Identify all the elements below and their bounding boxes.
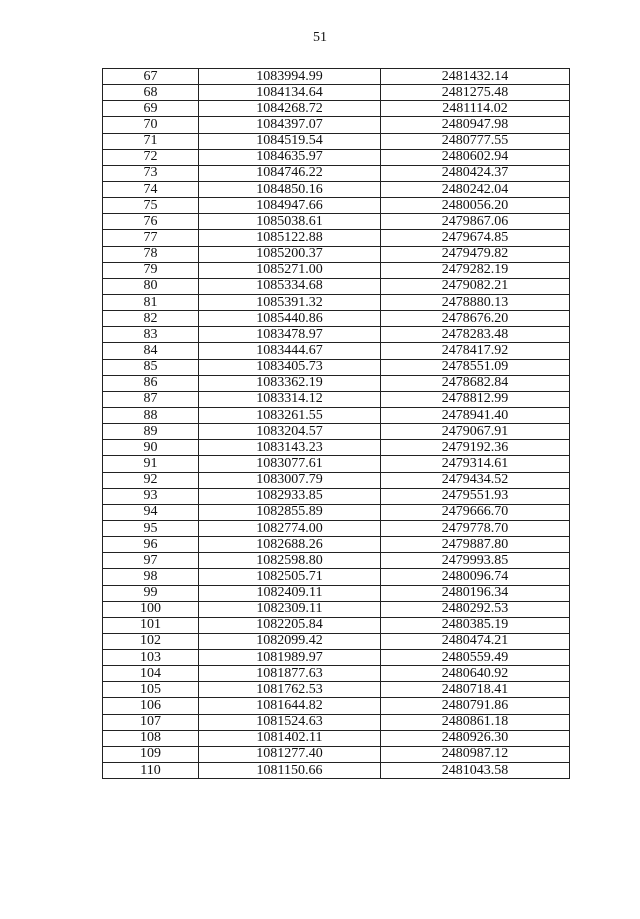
y-coordinate-cell: 2479867.06 bbox=[381, 214, 570, 230]
x-coordinate-cell: 1082598.80 bbox=[199, 553, 381, 569]
y-coordinate-cell: 2478880.13 bbox=[381, 294, 570, 310]
x-coordinate-cell: 1085122.88 bbox=[199, 230, 381, 246]
point-number-cell: 101 bbox=[103, 617, 199, 633]
y-coordinate-cell: 2478682.84 bbox=[381, 375, 570, 391]
table-row bbox=[103, 359, 570, 375]
table-row bbox=[103, 375, 570, 391]
table-row bbox=[103, 440, 570, 456]
point-number-cell: 102 bbox=[103, 633, 199, 649]
point-number-cell: 70 bbox=[103, 117, 199, 133]
point-number-cell: 96 bbox=[103, 537, 199, 553]
y-coordinate-cell: 2480474.21 bbox=[381, 633, 570, 649]
y-coordinate-cell: 2479887.80 bbox=[381, 537, 570, 553]
x-coordinate-cell: 1083444.67 bbox=[199, 343, 381, 359]
point-number-cell: 104 bbox=[103, 666, 199, 682]
point-number-cell: 71 bbox=[103, 133, 199, 149]
point-number-cell: 72 bbox=[103, 149, 199, 165]
x-coordinate-cell: 1081877.63 bbox=[199, 666, 381, 682]
y-coordinate-cell: 2478417.92 bbox=[381, 343, 570, 359]
x-coordinate-cell: 1083314.12 bbox=[199, 391, 381, 407]
point-number-cell: 81 bbox=[103, 294, 199, 310]
x-coordinate-cell: 1082409.11 bbox=[199, 585, 381, 601]
table-row bbox=[103, 714, 570, 730]
point-number-cell: 88 bbox=[103, 407, 199, 423]
x-coordinate-cell: 1084746.22 bbox=[199, 165, 381, 181]
table-row bbox=[103, 311, 570, 327]
point-number-cell: 109 bbox=[103, 746, 199, 762]
x-coordinate-cell: 1083405.73 bbox=[199, 359, 381, 375]
point-number-cell: 67 bbox=[103, 69, 199, 85]
x-coordinate-cell: 1082505.71 bbox=[199, 569, 381, 585]
x-coordinate-cell: 1083143.23 bbox=[199, 440, 381, 456]
point-number-cell: 92 bbox=[103, 472, 199, 488]
y-coordinate-cell: 2479551.93 bbox=[381, 488, 570, 504]
point-number-cell: 73 bbox=[103, 165, 199, 181]
page-number: 51 bbox=[313, 30, 327, 45]
table-row bbox=[103, 537, 570, 553]
x-coordinate-cell: 1081644.82 bbox=[199, 698, 381, 714]
y-coordinate-cell: 2479434.52 bbox=[381, 472, 570, 488]
x-coordinate-cell: 1084947.66 bbox=[199, 198, 381, 214]
x-coordinate-cell: 1081150.66 bbox=[199, 763, 381, 779]
y-coordinate-cell: 2481275.48 bbox=[381, 85, 570, 101]
point-number-cell: 86 bbox=[103, 375, 199, 391]
point-number-cell: 105 bbox=[103, 682, 199, 698]
point-number-cell: 103 bbox=[103, 650, 199, 666]
point-number-cell: 76 bbox=[103, 214, 199, 230]
table-row bbox=[103, 327, 570, 343]
y-coordinate-cell: 2481114.02 bbox=[381, 101, 570, 117]
y-coordinate-cell: 2480292.53 bbox=[381, 601, 570, 617]
x-coordinate-cell: 1081277.40 bbox=[199, 746, 381, 762]
point-number-cell: 85 bbox=[103, 359, 199, 375]
table-row bbox=[103, 601, 570, 617]
x-coordinate-cell: 1082855.89 bbox=[199, 504, 381, 520]
x-coordinate-cell: 1084519.54 bbox=[199, 133, 381, 149]
table-row bbox=[103, 198, 570, 214]
point-number-cell: 99 bbox=[103, 585, 199, 601]
y-coordinate-cell: 2480861.18 bbox=[381, 714, 570, 730]
point-number-cell: 110 bbox=[103, 763, 199, 779]
x-coordinate-cell: 1082099.42 bbox=[199, 633, 381, 649]
point-number-cell: 106 bbox=[103, 698, 199, 714]
y-coordinate-cell: 2480602.94 bbox=[381, 149, 570, 165]
point-number-cell: 75 bbox=[103, 198, 199, 214]
point-number-cell: 90 bbox=[103, 440, 199, 456]
point-number-cell: 78 bbox=[103, 246, 199, 262]
y-coordinate-cell: 2480559.49 bbox=[381, 650, 570, 666]
table-row bbox=[103, 472, 570, 488]
point-number-cell: 107 bbox=[103, 714, 199, 730]
table-row bbox=[103, 278, 570, 294]
table-row bbox=[103, 69, 570, 85]
y-coordinate-cell: 2480242.04 bbox=[381, 181, 570, 197]
table-row bbox=[103, 117, 570, 133]
point-number-cell: 100 bbox=[103, 601, 199, 617]
x-coordinate-cell: 1082688.26 bbox=[199, 537, 381, 553]
x-coordinate-cell: 1085334.68 bbox=[199, 278, 381, 294]
point-number-cell: 93 bbox=[103, 488, 199, 504]
y-coordinate-cell: 2480987.12 bbox=[381, 746, 570, 762]
x-coordinate-cell: 1083261.55 bbox=[199, 407, 381, 423]
point-number-cell: 77 bbox=[103, 230, 199, 246]
y-coordinate-cell: 2480096.74 bbox=[381, 569, 570, 585]
point-number-cell: 69 bbox=[103, 101, 199, 117]
x-coordinate-cell: 1083077.61 bbox=[199, 456, 381, 472]
x-coordinate-cell: 1083994.99 bbox=[199, 69, 381, 85]
x-coordinate-cell: 1082309.11 bbox=[199, 601, 381, 617]
y-coordinate-cell: 2480424.37 bbox=[381, 165, 570, 181]
table-row bbox=[103, 504, 570, 520]
point-number-cell: 87 bbox=[103, 391, 199, 407]
point-number-cell: 80 bbox=[103, 278, 199, 294]
x-coordinate-cell: 1082205.84 bbox=[199, 617, 381, 633]
table-row bbox=[103, 617, 570, 633]
y-coordinate-cell: 2479674.85 bbox=[381, 230, 570, 246]
table-row bbox=[103, 424, 570, 440]
point-number-cell: 84 bbox=[103, 343, 199, 359]
y-coordinate-cell: 2480926.30 bbox=[381, 730, 570, 746]
x-coordinate-cell: 1084134.64 bbox=[199, 85, 381, 101]
table-row bbox=[103, 746, 570, 762]
table-row bbox=[103, 214, 570, 230]
x-coordinate-cell: 1084635.97 bbox=[199, 149, 381, 165]
point-number-cell: 83 bbox=[103, 327, 199, 343]
x-coordinate-cell: 1081524.63 bbox=[199, 714, 381, 730]
table-row bbox=[103, 181, 570, 197]
point-number-cell: 89 bbox=[103, 424, 199, 440]
table-row bbox=[103, 133, 570, 149]
point-number-cell: 94 bbox=[103, 504, 199, 520]
y-coordinate-cell: 2479082.21 bbox=[381, 278, 570, 294]
table-row bbox=[103, 101, 570, 117]
table-row bbox=[103, 698, 570, 714]
y-coordinate-cell: 2479778.70 bbox=[381, 520, 570, 536]
y-coordinate-cell: 2480718.41 bbox=[381, 682, 570, 698]
y-coordinate-cell: 2480385.19 bbox=[381, 617, 570, 633]
x-coordinate-cell: 1084268.72 bbox=[199, 101, 381, 117]
table-row bbox=[103, 730, 570, 746]
x-coordinate-cell: 1084397.07 bbox=[199, 117, 381, 133]
y-coordinate-cell: 2479314.61 bbox=[381, 456, 570, 472]
y-coordinate-cell: 2478941.40 bbox=[381, 407, 570, 423]
coordinates-table-body bbox=[103, 69, 570, 779]
coordinates-table bbox=[102, 68, 570, 779]
y-coordinate-cell: 2479479.82 bbox=[381, 246, 570, 262]
table-row bbox=[103, 569, 570, 585]
point-number-cell: 98 bbox=[103, 569, 199, 585]
table-row bbox=[103, 230, 570, 246]
table-row bbox=[103, 294, 570, 310]
x-coordinate-cell: 1085440.86 bbox=[199, 311, 381, 327]
x-coordinate-cell: 1082774.00 bbox=[199, 520, 381, 536]
table-row bbox=[103, 391, 570, 407]
y-coordinate-cell: 2478812.99 bbox=[381, 391, 570, 407]
table-row bbox=[103, 650, 570, 666]
y-coordinate-cell: 2480791.86 bbox=[381, 698, 570, 714]
point-number-cell: 97 bbox=[103, 553, 199, 569]
table-row bbox=[103, 85, 570, 101]
table-row bbox=[103, 262, 570, 278]
y-coordinate-cell: 2479993.85 bbox=[381, 553, 570, 569]
y-coordinate-cell: 2481432.14 bbox=[381, 69, 570, 85]
x-coordinate-cell: 1081762.53 bbox=[199, 682, 381, 698]
x-coordinate-cell: 1083204.57 bbox=[199, 424, 381, 440]
point-number-cell: 82 bbox=[103, 311, 199, 327]
point-number-cell: 79 bbox=[103, 262, 199, 278]
y-coordinate-cell: 2480777.55 bbox=[381, 133, 570, 149]
table-row bbox=[103, 407, 570, 423]
x-coordinate-cell: 1082933.85 bbox=[199, 488, 381, 504]
table-row bbox=[103, 488, 570, 504]
table-row bbox=[103, 666, 570, 682]
x-coordinate-cell: 1083478.97 bbox=[199, 327, 381, 343]
x-coordinate-cell: 1085038.61 bbox=[199, 214, 381, 230]
y-coordinate-cell: 2479666.70 bbox=[381, 504, 570, 520]
table-row bbox=[103, 246, 570, 262]
table-row bbox=[103, 585, 570, 601]
x-coordinate-cell: 1085391.32 bbox=[199, 294, 381, 310]
y-coordinate-cell: 2479192.36 bbox=[381, 440, 570, 456]
y-coordinate-cell: 2479282.19 bbox=[381, 262, 570, 278]
x-coordinate-cell: 1085271.00 bbox=[199, 262, 381, 278]
y-coordinate-cell: 2479067.91 bbox=[381, 424, 570, 440]
point-number-cell: 95 bbox=[103, 520, 199, 536]
x-coordinate-cell: 1084850.16 bbox=[199, 181, 381, 197]
y-coordinate-cell: 2480640.92 bbox=[381, 666, 570, 682]
x-coordinate-cell: 1083007.79 bbox=[199, 472, 381, 488]
table-row bbox=[103, 456, 570, 472]
y-coordinate-cell: 2478283.48 bbox=[381, 327, 570, 343]
table-row bbox=[103, 149, 570, 165]
y-coordinate-cell: 2478676.20 bbox=[381, 311, 570, 327]
table-row bbox=[103, 682, 570, 698]
x-coordinate-cell: 1081402.11 bbox=[199, 730, 381, 746]
x-coordinate-cell: 1083362.19 bbox=[199, 375, 381, 391]
table-row bbox=[103, 763, 570, 779]
y-coordinate-cell: 2481043.58 bbox=[381, 763, 570, 779]
table-row bbox=[103, 520, 570, 536]
y-coordinate-cell: 2480947.98 bbox=[381, 117, 570, 133]
table-row bbox=[103, 633, 570, 649]
x-coordinate-cell: 1081989.97 bbox=[199, 650, 381, 666]
x-coordinate-cell: 1085200.37 bbox=[199, 246, 381, 262]
point-number-cell: 91 bbox=[103, 456, 199, 472]
table-row bbox=[103, 165, 570, 181]
table-row bbox=[103, 343, 570, 359]
point-number-cell: 74 bbox=[103, 181, 199, 197]
point-number-cell: 68 bbox=[103, 85, 199, 101]
point-number-cell: 108 bbox=[103, 730, 199, 746]
y-coordinate-cell: 2478551.09 bbox=[381, 359, 570, 375]
y-coordinate-cell: 2480196.34 bbox=[381, 585, 570, 601]
table-row bbox=[103, 553, 570, 569]
y-coordinate-cell: 2480056.20 bbox=[381, 198, 570, 214]
